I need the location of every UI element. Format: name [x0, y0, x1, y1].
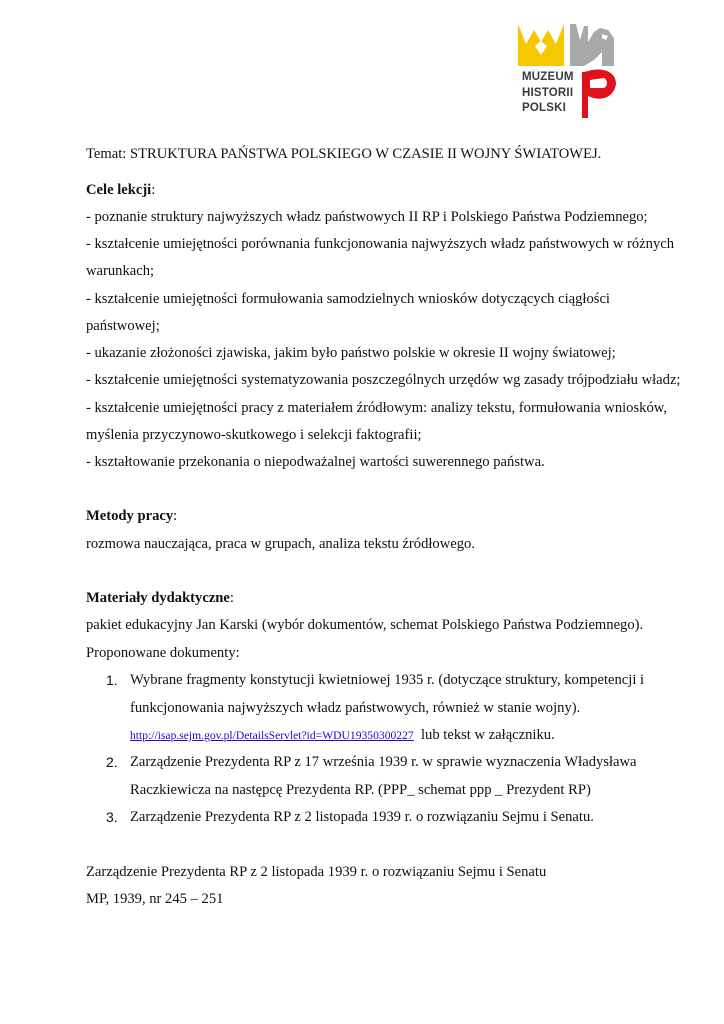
goal-line-4: - kształcenie umiejętności formułowania samodzielnych wniosków dotyczących ciągłości [86, 291, 610, 307]
logo-line-3: POLSKI [522, 102, 567, 114]
list-item-1-number: 1. [106, 672, 118, 688]
topic-text: STRUKTURA PAŃSTWA POLSKIEGO W CZASIE II WOJNY ŚWIATOWEJ. [129, 146, 602, 162]
methods-text: rozmowa nauczająca, praca w grupach, analiza tekstu źródłowego. [86, 536, 475, 552]
materials-heading: Materiały dydaktyczne [86, 590, 230, 606]
list-item-1-line-1: Wybrane fragmenty konstytucji kwietniowej 1935 r. (dotyczące struktury, kompetencji i [130, 672, 645, 688]
footer-line-1: Zarządzenie Prezydenta RP z 2 listopada 1939 r. o rozwiązaniu Sejmu i Senatu [86, 864, 547, 880]
goals-heading: Cele lekcji [86, 182, 152, 198]
logo-text [522, 70, 580, 117]
footer-line-2: MP, 1939, nr 245 – 251 [86, 891, 224, 907]
logo-line-2: HISTORII [522, 86, 574, 99]
methods-colon: : [173, 508, 178, 524]
list-item-2-number: 2. [106, 754, 118, 770]
goal-line-5: państwowej; [86, 318, 160, 334]
methods-heading-line [86, 507, 177, 525]
goal-line-2: - kształcenie umiejętności porównania funkcjonowania najwyższych władz państwowych w różnych [86, 236, 675, 252]
museum-logo [518, 22, 622, 120]
goal-line-7: - kształcenie umiejętności systematyzowania poszczególnych urzędów wg zasady trójpodziału władz; [86, 372, 681, 388]
goals-heading-line [86, 181, 155, 199]
materials-line-1: pakiet edukacyjny Jan Karski (wybór dokumentów, schemat Polskiego Państwa Podziemnego). [86, 617, 644, 633]
goal-line-8: - kształcenie umiejętności pracy z materiałem źródłowym: analizy tekstu, formułowania wniosków, [86, 400, 667, 416]
materials-heading-line [86, 589, 234, 607]
goals-colon: : [151, 182, 156, 198]
list-item-1-line-2: funkcjonowania najwyższych władz państwowych, również w stanie wojny). [130, 700, 581, 716]
materials-colon: : [229, 590, 234, 606]
list-item-2-line-2: Raczkiewicza na następcę Prezydenta RP. (PPP_ schemat ppp _ Prezydent RP) [130, 782, 591, 798]
goal-line-3: warunkach; [86, 263, 155, 279]
list-item-1-after-link: lub tekst w załączniku. [413, 727, 555, 743]
goal-line-10: - kształtowanie przekonania o niepodważalnej wartości suwerennego państwa. [86, 454, 545, 470]
list-item-3-number: 3. [106, 809, 118, 825]
methods-heading: Metody pracy [86, 508, 174, 524]
constitution-link[interactable]: http://isap.sejm.gov.pl/DetailsServlet?id=WDU19350300227 [130, 729, 414, 742]
goal-line-1: - poznanie struktury najwyższych władz państwowych II RP i Polskiego Państwa Podziemnego; [86, 209, 648, 225]
list-item-2-line-1: Zarządzenie Prezydenta RP z 17 września 1939 r. w sprawie wyznaczenia Władysława [130, 754, 637, 770]
goal-line-6: - ukazanie złożoności zjawiska, jakim było państwo polskie w okresie II wojny światowej; [86, 345, 616, 361]
topic-line [86, 145, 601, 163]
logo-line-1: MUZEUM [522, 71, 574, 83]
materials-line-2: Proponowane dokumenty: [86, 645, 240, 661]
list-item-1-link-line [130, 726, 555, 745]
goal-line-9: myślenia przyczynowo-skutkowego i selekcji faktografii; [86, 427, 422, 443]
topic-label: Temat: [86, 146, 127, 162]
list-item-3-line-1: Zarządzenie Prezydenta RP z 2 listopada 1939 r. o rozwiązaniu Sejmu i Senatu. [130, 809, 594, 825]
